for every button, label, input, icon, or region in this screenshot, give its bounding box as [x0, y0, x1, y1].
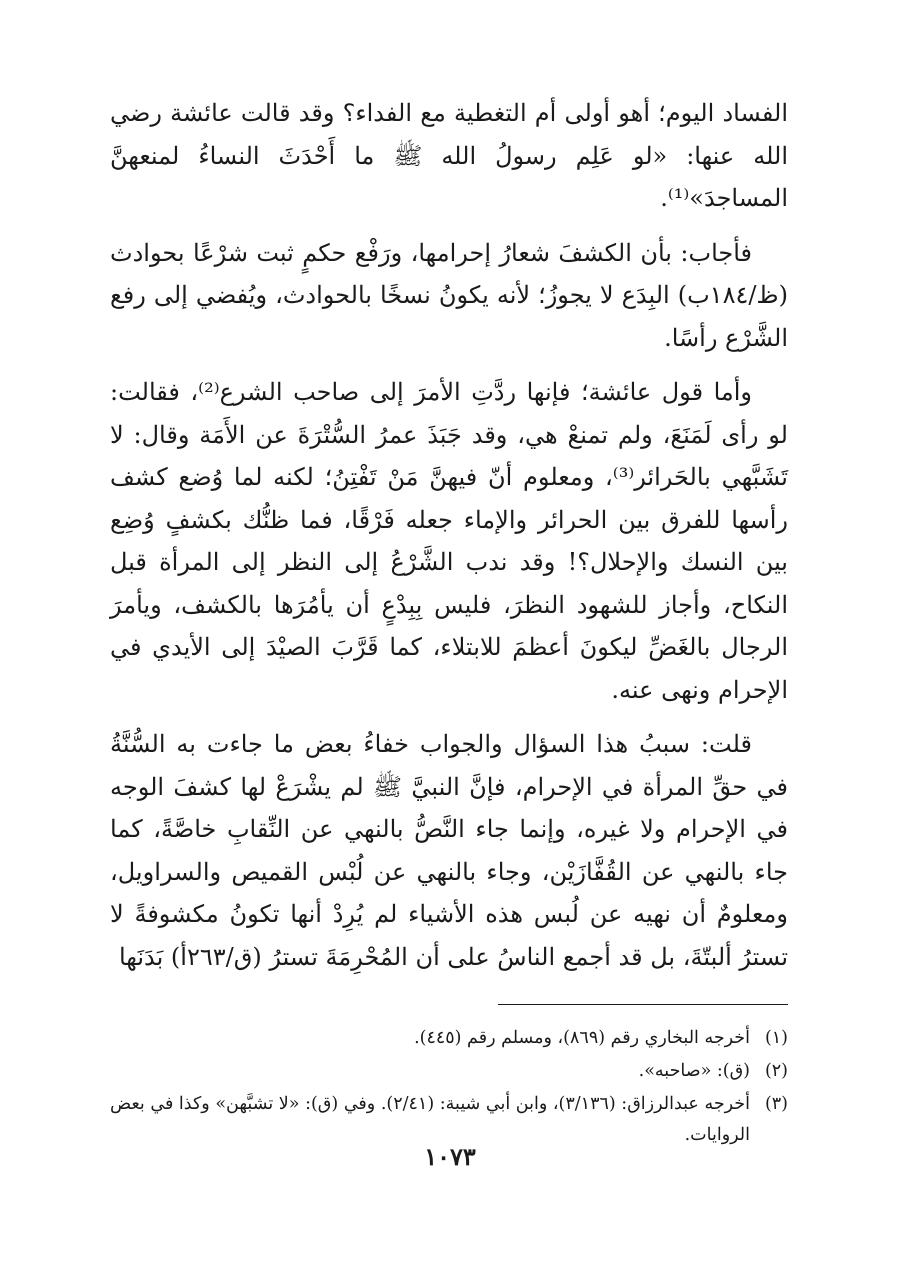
- footnote-number: (٢): [764, 1061, 788, 1081]
- main-text: [110, 92, 788, 978]
- page-body: [110, 92, 788, 1153]
- paragraph-aisha: وأما قول عائشة؛ فإنها ردَّتِ الأمرَ إلى صاحب الشرع⁽²⁾، فقالت: لو رأى لَمَنَعَ، ولم تمنعْ هي، وقد جَبَذَ عمرُ السُّتْرَةَ عن الأَمَة وقال: لا تَشَبَّهي بالحَرائر⁽³⁾، ومعلوم أنّ فيهنَّ مَنْ تَفْتِنُ؛ لكنه لما وُضع كشف رأسها للفرق بين الحرائر والإماء جعله فَرْقًا، فما ظنُّك بكشفٍ وُضِع بين النسك والإحلال؟! وقد ندب الشَّرْعُ إلى النظر إلى المرأة قبل النكاح، وأجاز للشهود النظرَ، فليس بِبِدْعٍ أن يأمُرَها بالكشف، ويأمرَ الرجال بالغَضِّ ليكونَ أعظمَ للابتلاء، كما قَرَّبَ الصيْدَ إلى الأيدي في الإحرام ونهى عنه.: [110, 378, 788, 704]
- footnote-number: (١): [764, 1028, 788, 1048]
- footnote: [110, 1056, 788, 1087]
- footnote-text: (ق): «صاحبه».: [638, 1061, 750, 1081]
- page-number: ١٠٧٣: [424, 1142, 476, 1171]
- footnote-divider: [498, 1004, 788, 1005]
- footnote: [110, 1023, 788, 1054]
- footnote-text: أخرجه البخاري رقم (٨٦٩)، ومسلم رقم (٤٤٥).: [414, 1028, 750, 1048]
- footnote-number: (٣): [764, 1094, 788, 1114]
- footnote-text: أخرجه عبدالرزاق: (٣/١٣٦)، وابن أبي شيبة: (٢/٤١). وفي (ق): «لا تشبَّهن» وكذا في بعض الروايات.: [110, 1094, 750, 1145]
- paragraph-answer: فأجاب: بأن الكشفَ شعارُ إحرامها، ورَفْع حكمٍ ثبت شرْعًا بحوادث (ظ/١٨٤ب) البِدَع لا يجوزُ؛ لأنه يكونُ نسخًا بالحوادث، ويُفضي إلى رفع الشَّرْع رأسًا.: [110, 238, 788, 352]
- footnotes: [110, 1023, 788, 1151]
- paragraph-continuation: الفساد اليوم؛ أهو أولى أم التغطية مع الفداء؟ وقد قالت عائشة رضي الله عنها: «لو عَلِم رسولُ الله ﷺ ما أَحْدَثَ النساءُ لمنعهنَّ المساجدَ»⁽¹⁾.: [110, 99, 788, 212]
- paragraph-commentary: قلت: سببُ هذا السؤال والجواب خفاءُ بعض ما جاءت به السُّنَّةُ في حقِّ المرأة في الإحرام، فإنَّ النبيَّ ﷺ لم يشْرَعْ لها كشفَ الوجه في الإحرام ولا غيره، وإنما جاء النَّصُّ بالنهي عن النِّقابِ خاصَّةً، كما جاء بالنهي عن القُفَّازَيْن، وجاء بالنهي عن لُبْس القميص والسراويل، ومعلومٌ أن نهيه عن لُبس هذه الأشياء لم يُرِدْ أنها تكونُ مكشوفةً لا تسترُ ألبتّةَ، بل قد أجمع الناسُ على أن المُحْرِمَةَ تسترُ (ق/٢٦٣أ) بَدَنَها: [110, 730, 788, 971]
